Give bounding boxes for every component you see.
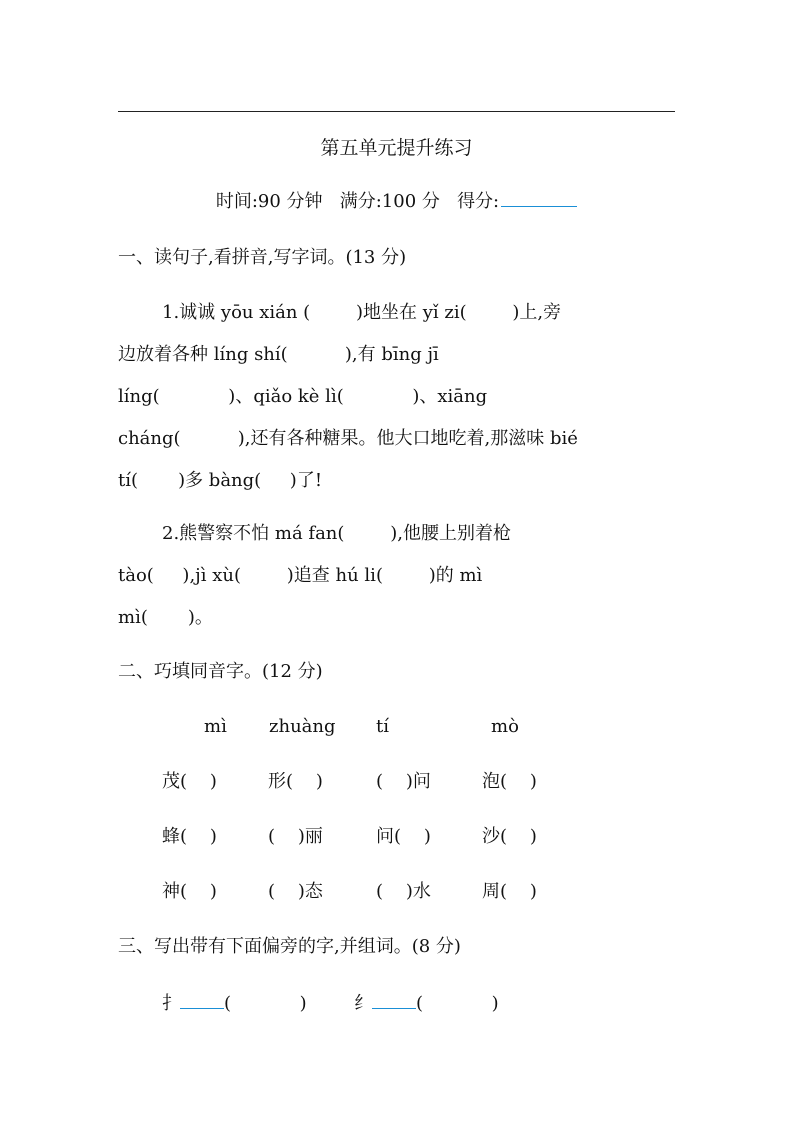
q2-line-1: 2.熊警察不怕 má fan( ),他腰上别着枪 <box>162 523 511 544</box>
row2-cell2: ( )丽 <box>268 826 323 847</box>
section1-heading: 一、读句子,看拼音,写字词。(13 分) <box>118 247 407 268</box>
row1-cell3: ( )问 <box>376 771 431 792</box>
radical-2-paren: ( ) <box>416 993 499 1014</box>
full-score: 满分:100 分 <box>339 191 440 212</box>
row3-cell4: 周( ) <box>482 881 537 902</box>
pinyin-mi: mì <box>204 716 227 737</box>
section3-heading: 三、写出带有下面偏旁的字,并组词。(8 分) <box>118 936 461 957</box>
exam-meta <box>0 190 793 214</box>
radical-2-blank[interactable] <box>372 990 416 1009</box>
score-blank[interactable] <box>501 205 577 207</box>
q1-line-3: líng( )、qiǎo kè lì( )、xiāng <box>118 386 488 407</box>
row2-cell1: 蜂( ) <box>162 826 217 847</box>
row3-cell2: ( )态 <box>268 881 323 902</box>
pinyin-zhuang: zhuàng <box>269 716 336 737</box>
row1-cell1: 茂( ) <box>162 771 217 792</box>
q1-line-5: tí( )多 bàng( )了! <box>118 470 323 491</box>
row1-cell4: 泡( ) <box>482 771 537 792</box>
pinyin-ti: tí <box>376 716 389 737</box>
q1-line-4: cháng( ),还有各种糖果。他大口地吃着,那滋味 bié <box>118 428 578 449</box>
radical-item-2 <box>354 990 499 1016</box>
radical-1-blank[interactable] <box>180 990 224 1009</box>
page-title: 第五单元提升练习 <box>320 137 473 159</box>
time-limit: 时间:90 分钟 <box>215 191 323 212</box>
radical-1: 扌 <box>162 993 180 1014</box>
q1-line-1: 1.诚诚 yōu xián ( )地坐在 yǐ zi( )上,旁 <box>162 302 562 323</box>
row2-cell4: 沙( ) <box>482 826 537 847</box>
top-rule <box>118 111 675 112</box>
q2-line-2: tào( ),jì xù( )追查 hú li( )的 mì <box>118 565 483 586</box>
q1-line-2: 边放着各种 líng shí( ),有 bīng jī <box>118 344 439 365</box>
row3-cell1: 神( ) <box>162 881 217 902</box>
q2-line-3: mì( )。 <box>118 607 213 628</box>
radical-1-paren: ( ) <box>224 993 307 1014</box>
pinyin-mo: mò <box>491 716 519 737</box>
radical-2: 纟 <box>354 993 372 1014</box>
row1-cell2: 形( ) <box>268 771 323 792</box>
section2-heading: 二、巧填同音字。(12 分) <box>118 661 323 682</box>
row2-cell3: 问( ) <box>376 826 431 847</box>
score-label: 得分: <box>457 191 500 212</box>
radical-item-1 <box>162 990 307 1016</box>
row3-cell3: ( )水 <box>376 881 431 902</box>
